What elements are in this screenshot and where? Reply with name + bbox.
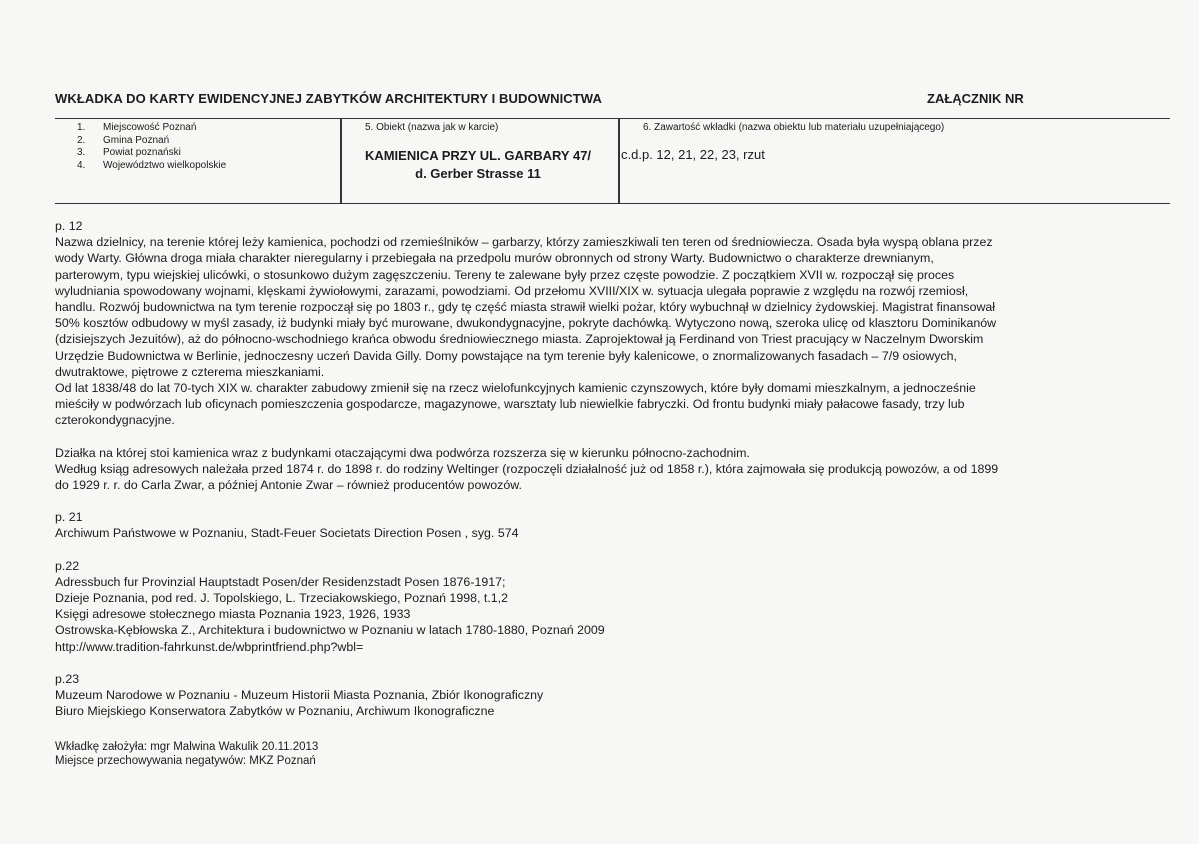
- object-name: KAMIENICA PRZY UL. GARBARY 47/ d. Gerber Strasse 11: [364, 148, 592, 181]
- location-row: 4. Województwo wielkopolskie: [77, 159, 227, 171]
- reference-line: Muzeum Narodowe w Poznaniu - Muzeum Historii Miasta Poznania, Zbiór Ikonograficzny: [55, 688, 544, 703]
- section-heading: p. 21: [55, 510, 83, 525]
- info-table: [55, 118, 1170, 204]
- section-heading: p.23: [55, 671, 80, 686]
- location-row: 1. Miejscowość Poznań: [77, 122, 197, 133]
- object-column: [343, 122, 613, 183]
- document-footer: [55, 740, 318, 768]
- history-paragraph: Nazwa dzielnicy, na terenie której leży kamienica, pochodzi od rzemieślników – garbarzy, którzy zamieszkiwali ten teren od średniowiecza. Osada była wyspą oblana przez wody Warty. Główna droga miała charakter nieregularny i przebiegała na przedpolu murów obronnych od strony Warty. Budownictwo o charakterze drewnianym, parterowym, typu wiejskiej ulicówki, o stosunkowo dużym zagęszczeniu. Tereny te zalewane były przez częste powodzie. Z początkiem XVII w. rozpoczął się proces wyludniania spowodowany wojnami, klęskami żywiołowymi, zarazami, powodziami. Od przełomu XVIII/XIX w. sytuacja ulegała poprawie z względu na rozwój rzemiosł, handlu. Rozwój budownictwa na tym terenie rozpoczął się po 1803 r., gdy tę część miasta strawił wielki pożar, który wybuchnął w dzielnicy żydowskiej. Magistrat finansował 50% kosztów odbudowy w myśl zasady, iż budynki miały być murowane, dwukondygnacyjne, pokryte dachówką. Wytyczono nową, szeroka ulicę od klasztoru Dominikanów (dzisiejszych Jezuitów), aż do północno-wschodniego krańca obwodu średniowiecznego miasta. Zaprojektował ją Ferdinand von Triest pracujący w Naczelnym Dworskim Urzędzie Budownictwa w Berlinie, jednoczesny uczeń Davida Gilly. Domy powstające na tym terenie były kalenicowe, o znormalizowanych fasadach – 7/9 osiowych, dwutraktowe, piętrowe z czterema mieszkaniami. Od lat 1838/48 do lat 70-tych XIX w. charakter zabudowy zmienił się na rzecz wielofunkcyjnych kamienic czynszowych, które były domami mieszkalnym, a jednocześnie mieściły w podwórzach lub oficynach pomieszczenia gospodarcze, magazynowe, warsztaty lub niewielkie fabryczki. Od frontu budynki miały pałacowe fasady, trzy lub czterokondygnacyjne.: [55, 235, 997, 428]
- section-heading: p.22: [55, 558, 80, 573]
- location-row: 2. Gmina Poznań: [77, 134, 170, 146]
- plot-paragraph: Działka na której stoi kamienica wraz z budynkami otaczającymi dwa podwórza rozszerza się w kierunku północno-zachodnim. Według ksiąg adresowych należała przed 1874 r. do 1898 r. do rodziny Weltinger (rozpoczęli działalność już od 1858 r.), która zajmowała się produkcją powozów, a od 1899 do 1929 r. r. do Carla Zwar, a później Antonie Zwar – również producentów powozów.: [55, 445, 999, 493]
- reference-line: Dzieje Poznania, pod red. J. Topolskiego, L. Trzeciakowskiego, Poznań 1998, t.1,2: [55, 591, 508, 606]
- negatives-storage-line: Miejsce przechowywania negatywów: MKZ Poznań: [55, 755, 316, 767]
- attachment-number-label: ZAŁĄCZNIK NR: [927, 91, 1024, 106]
- contents-value: c.d.p. 12, 21, 22, 23, rzut: [621, 147, 765, 162]
- reference-line: Archiwum Państwowe w Poznaniu, Stadt-Feuer Societats Direction Posen , syg. 574: [55, 526, 519, 541]
- reference-line: Księgi adresowe stołecznego miasta Poznania 1923, 1926, 1933: [55, 607, 411, 622]
- document-title: WKŁADKA DO KARTY EWIDENCYJNEJ ZABYTKÓW ARCHITEKTURY I BUDOWNICTWA: [55, 91, 602, 106]
- table-divider: [340, 119, 342, 203]
- section-heading: p. 12: [55, 219, 83, 233]
- document-body: [55, 218, 1175, 719]
- location-column: [77, 122, 226, 172]
- reference-line: Adressbuch fur Provinzial Hauptstadt Posen/der Residenzstadt Posen 1876-1917;: [55, 574, 506, 589]
- table-divider: [618, 119, 620, 203]
- contents-label: 6. Zawartość wkładki (nazwa obiektu lub materiału uzupełniającego): [643, 122, 945, 133]
- reference-line: Biuro Miejskiego Konserwatora Zabytków w Poznaniu, Archiwum Ikonograficzne: [55, 704, 495, 719]
- object-label: 5. Obiekt (nazwa jak w karcie): [365, 122, 499, 133]
- reference-line: Ostrowska-Kębłowska Z., Architektura i budownictwo w Poznaniu w latach 1780-1880, Poznań 2009: [55, 623, 605, 638]
- location-row: 3. Powiat poznański: [77, 147, 181, 159]
- contents-column: [621, 122, 1161, 162]
- author-line: Wkładkę założyła: mgr Malwina Wakulik 20.11.2013: [55, 741, 319, 753]
- reference-url: http://www.tradition-fahrkunst.de/wbprintfriend.php?wbl=: [55, 639, 364, 654]
